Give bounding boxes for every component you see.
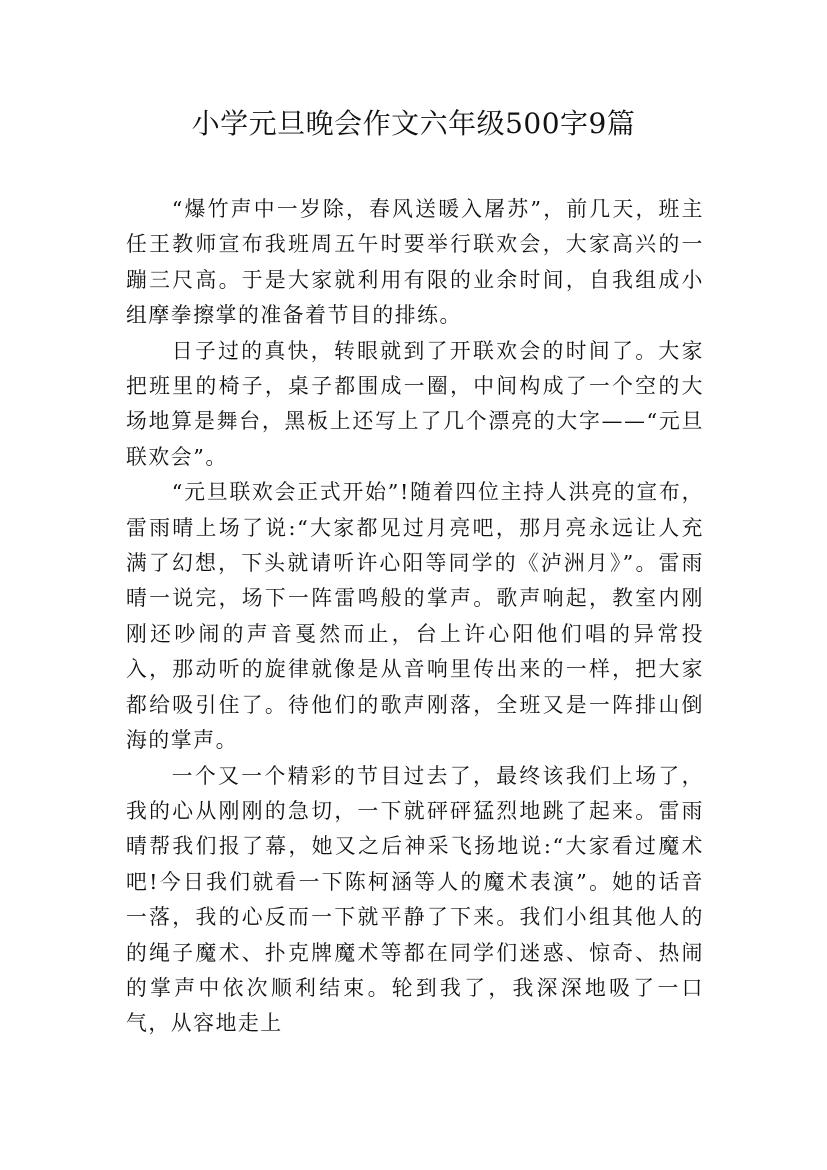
document-title: 小学元旦晚会作文六年级500字9篇: [191, 107, 636, 140]
paragraph-4: 一个又一个精彩的节目过去了，最终该我们上场了，我的心从刚刚的急切，一下就砰砰猛烈地跳了起来。雷雨晴帮我们报了幕，她又之后神采飞扬地说:“大家看过魔术吧!今日我们就看一下陈柯涵等人的魔术表演”。她的话音一落，我的心反而一下就平静了下来。我们小组其他人的的绳子魔术、扑克牌魔术等都在同学们迷惑、惊奇、热闹的掌声中依次顺利结束。轮到我了，我深深地吸了一口气，从容地走上: [126, 763, 704, 1036]
paragraph-1: “爆竹声中一岁除，春风送暖入屠苏”，前几天，班主任王教师宣布我班周五午时要举行联欢会，大家高兴的一蹦三尺高。于是大家就利用有限的业余时间，自我组成小组摩拳擦掌的准备着节目的排练。: [126, 197, 704, 328]
document-body: [126, 192, 704, 1042]
paragraph-2: 日子过的真快，转眼就到了开联欢会的时间了。大家把班里的椅子，桌子都围成一圈，中间构成了一个空的大场地算是舞台，黑板上还写上了几个漂亮的大字——“元旦联欢会”。: [126, 338, 704, 469]
paragraph-3: “元旦联欢会正式开始”!随着四位主持人洪亮的宣布，雷雨晴上场了说:“大家都见过月亮吧，那月亮永远让人充满了幻想，下头就请听许心阳等同学的《泸洲月》”。雷雨晴一说完，场下一阵雷鸣般的掌声。歌声响起，教室内刚刚还吵闹的声音戛然而止，台上许心阳他们唱的异常投入，那动听的旋律就像是从音响里传出来的一样，把大家都给吸引住了。待他们的歌声刚落，全班又是一阵排山倒海的掌声。: [126, 480, 704, 753]
